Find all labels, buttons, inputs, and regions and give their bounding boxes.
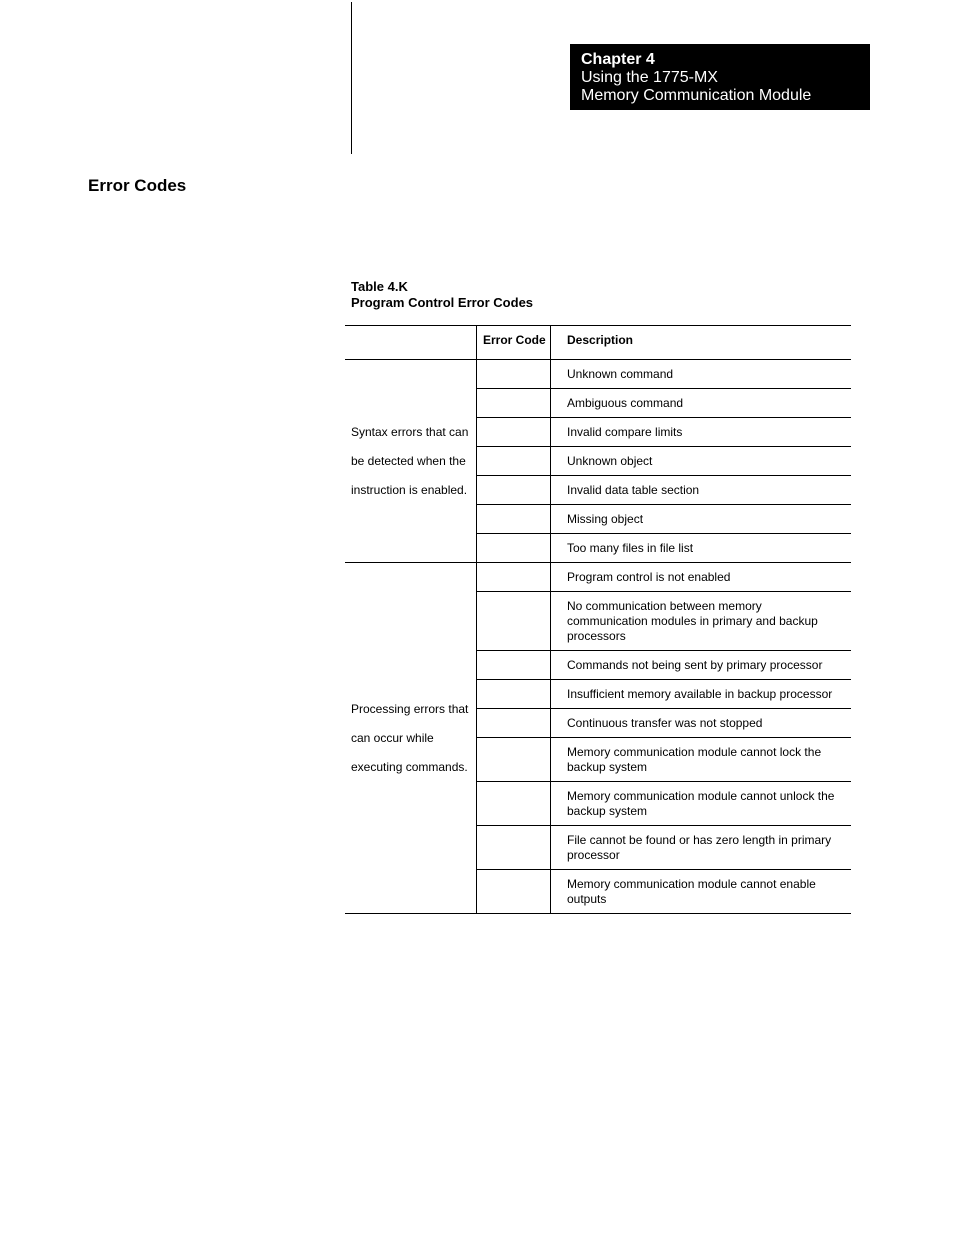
category-header-cell bbox=[345, 326, 476, 359]
error-code-cell bbox=[476, 476, 551, 504]
error-code-column-header: Error Code bbox=[476, 326, 551, 359]
table-row bbox=[476, 563, 851, 591]
error-description: Memory communication module cannot unlock the backup system bbox=[567, 789, 835, 818]
error-description: Memory communication module cannot lock the backup system bbox=[567, 745, 822, 774]
error-code-cell bbox=[476, 563, 551, 591]
error-group bbox=[345, 563, 851, 914]
error-category-line: Processing errors that bbox=[351, 701, 469, 716]
table-row bbox=[476, 869, 851, 913]
error-description: Missing object bbox=[567, 512, 644, 526]
error-rows bbox=[476, 563, 851, 913]
error-category-line: executing commands. bbox=[351, 759, 468, 774]
error-category bbox=[345, 360, 476, 562]
chapter-number: Chapter 4 bbox=[581, 51, 655, 68]
table-row bbox=[476, 591, 851, 650]
table-row bbox=[476, 737, 851, 781]
error-description: Ambiguous command bbox=[567, 396, 684, 410]
table-number: Table 4.K bbox=[351, 279, 408, 294]
chapter-subtitle-line1: Using the 1775-MX bbox=[581, 69, 718, 86]
error-code-cell bbox=[476, 592, 551, 650]
error-description: Commands not being sent by primary processor bbox=[567, 658, 823, 672]
error-description: Invalid data table section bbox=[567, 483, 700, 497]
table-row bbox=[476, 781, 851, 825]
error-category-line: can occur while bbox=[351, 730, 434, 745]
table-body bbox=[345, 360, 851, 914]
error-description: Memory communication module cannot enable outputs bbox=[567, 877, 816, 906]
error-description: Too many files in file list bbox=[567, 541, 694, 555]
error-code-cell bbox=[476, 738, 551, 781]
table-row bbox=[476, 446, 851, 475]
section-title: Error Codes bbox=[88, 176, 187, 195]
error-description: File cannot be found or has zero length in primary processor bbox=[567, 833, 832, 862]
error-codes-table bbox=[345, 325, 851, 914]
error-description: Unknown command bbox=[567, 367, 674, 381]
error-code-cell bbox=[476, 870, 551, 913]
table-header-row bbox=[345, 326, 851, 360]
error-code-cell bbox=[476, 680, 551, 708]
margin-rule bbox=[351, 2, 352, 154]
table-row bbox=[476, 360, 851, 388]
error-code-cell bbox=[476, 782, 551, 825]
error-category-line: be detected when the bbox=[351, 453, 466, 468]
table-row bbox=[476, 679, 851, 708]
table-row bbox=[476, 504, 851, 533]
error-description: No communication between memory communication modules in primary and backup processors bbox=[567, 599, 818, 643]
error-category-line: instruction is enabled. bbox=[351, 482, 468, 497]
error-description: Continuous transfer was not stopped bbox=[567, 716, 763, 730]
error-description: Invalid compare limits bbox=[567, 425, 683, 439]
table-row bbox=[476, 650, 851, 679]
error-code-cell bbox=[476, 389, 551, 417]
table-row bbox=[476, 388, 851, 417]
table-row bbox=[476, 533, 851, 562]
error-description: Unknown object bbox=[567, 454, 653, 468]
description-column-header: Description bbox=[567, 333, 634, 347]
chapter-header bbox=[570, 44, 870, 110]
error-code-cell bbox=[476, 360, 551, 388]
table-row bbox=[476, 708, 851, 737]
error-code-cell bbox=[476, 418, 551, 446]
table-caption bbox=[351, 279, 533, 311]
error-code-cell bbox=[476, 447, 551, 475]
error-code-cell bbox=[476, 826, 551, 869]
error-description: Program control is not enabled bbox=[567, 570, 731, 584]
error-category bbox=[345, 563, 476, 913]
error-code-cell bbox=[476, 709, 551, 737]
chapter-subtitle-line2: Memory Communication Module bbox=[581, 87, 812, 104]
error-code-cell bbox=[476, 651, 551, 679]
error-category-line: Syntax errors that can bbox=[351, 424, 469, 439]
table-row bbox=[476, 417, 851, 446]
error-group bbox=[345, 360, 851, 563]
error-rows bbox=[476, 360, 851, 562]
error-code-cell bbox=[476, 505, 551, 533]
error-description: Insufficient memory available in backup processor bbox=[567, 687, 833, 701]
error-code-cell bbox=[476, 534, 551, 562]
table-title: Program Control Error Codes bbox=[351, 295, 534, 310]
table-row bbox=[476, 475, 851, 504]
table-row bbox=[476, 825, 851, 869]
